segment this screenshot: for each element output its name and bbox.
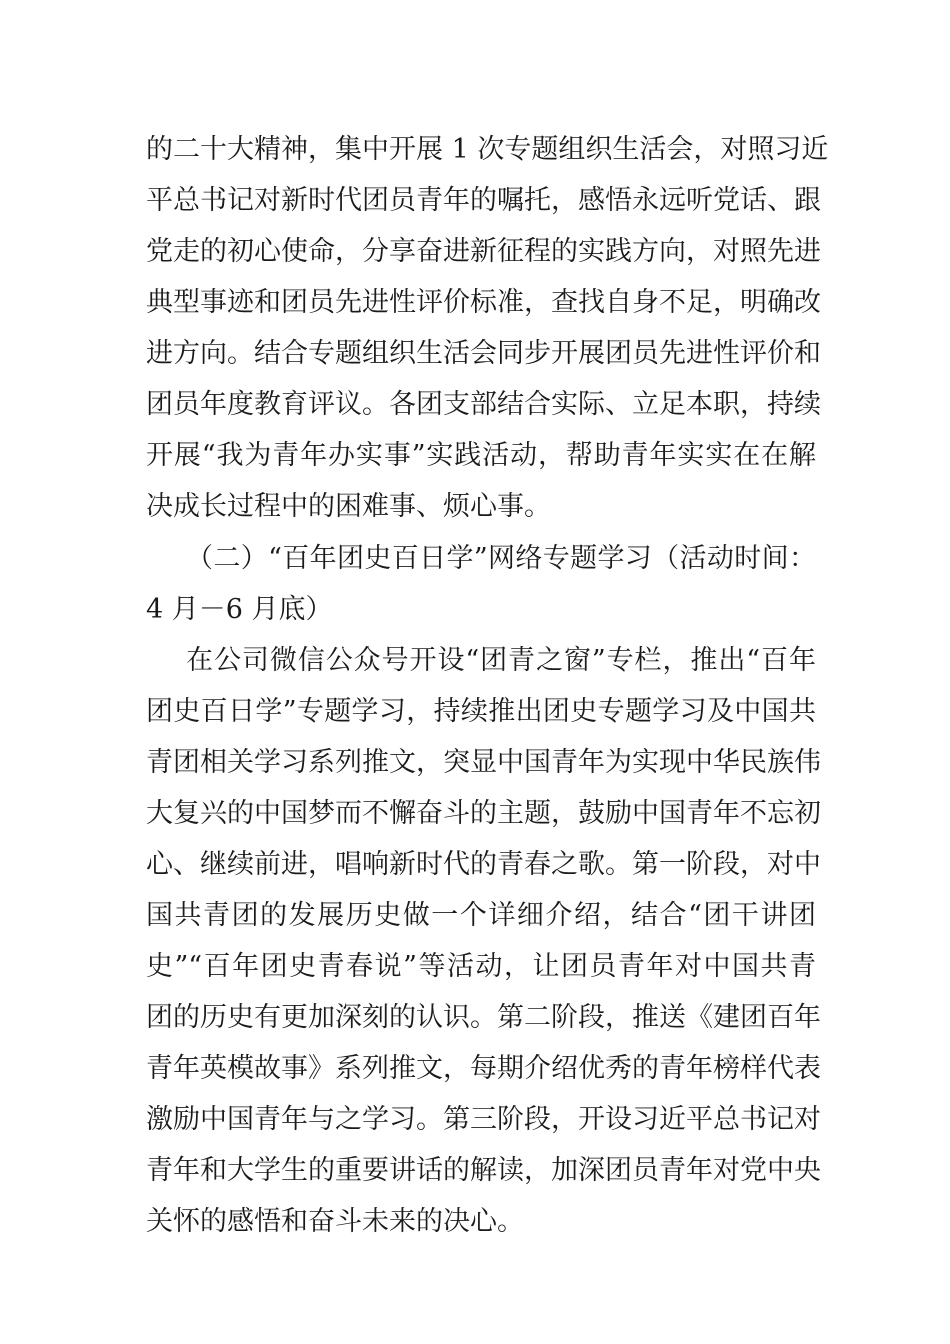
heading-line: （二）“百年团史百日学”网络专题学习（活动时间： <box>186 543 816 574</box>
text-line: 团员年度教育评议。各团支部结合实际、立足本职，持续 <box>146 389 821 420</box>
text-line: 大复兴的中国梦而不懈奋斗的主题，鼓励中国青年不忘初 <box>146 798 821 829</box>
text-line: 的二十大精神，集中开展 1 次专题组织生活会，对照习近 <box>146 134 829 165</box>
text-line: 国共青团的发展历史做一个详细介绍，结合“团干讲团 <box>146 900 816 931</box>
text-line: 进方向。结合专题组织生活会同步开展团员先进性评价和 <box>146 338 821 369</box>
text-line: 团史百日学”专题学习，持续推出团史专题学习及中国共 <box>146 696 816 727</box>
text-line: 典型事迹和团员先进性评价标准，查找自身不足，明确改 <box>146 287 821 318</box>
text-line: 关怀的感悟和奋斗未来的决心。 <box>146 1206 524 1237</box>
text-line: 开展“我为青年办实事”实践活动，帮助青年实实在在解 <box>146 440 816 471</box>
text-line: 平总书记对新时代团员青年的嘱托，感悟永远听党话、跟 <box>146 185 821 216</box>
text-line: 团的历史有更加深刻的认识。第二阶段，推送《建团百年 <box>146 1002 821 1033</box>
heading-line: 4 月－6 月底） <box>146 594 333 625</box>
text-line: 在公司微信公众号开设“团青之窗”专栏，推出“百年 <box>186 645 816 676</box>
text-line: 激励中国青年与之学习。第三阶段，开设习近平总书记对 <box>146 1104 821 1135</box>
text-line: 青年和大学生的重要讲话的解读，加深团员青年对党中央 <box>146 1155 821 1186</box>
text-line: 青团相关学习系列推文，突显中国青年为实现中华民族伟 <box>146 747 821 778</box>
text-line: 决成长过程中的困难事、烦心事。 <box>146 491 551 522</box>
text-line: 青年英模故事》系列推文，每期介绍优秀的青年榜样代表 <box>146 1053 821 1084</box>
text-line: 史”“百年团史青春说”等活动，让团员青年对中国共青 <box>146 951 816 982</box>
text-line: 党走的初心使命，分享奋进新征程的实践方向，对照先进 <box>146 236 821 267</box>
text-line: 心、继续前进，唱响新时代的青春之歌。第一阶段，对中 <box>146 849 821 880</box>
